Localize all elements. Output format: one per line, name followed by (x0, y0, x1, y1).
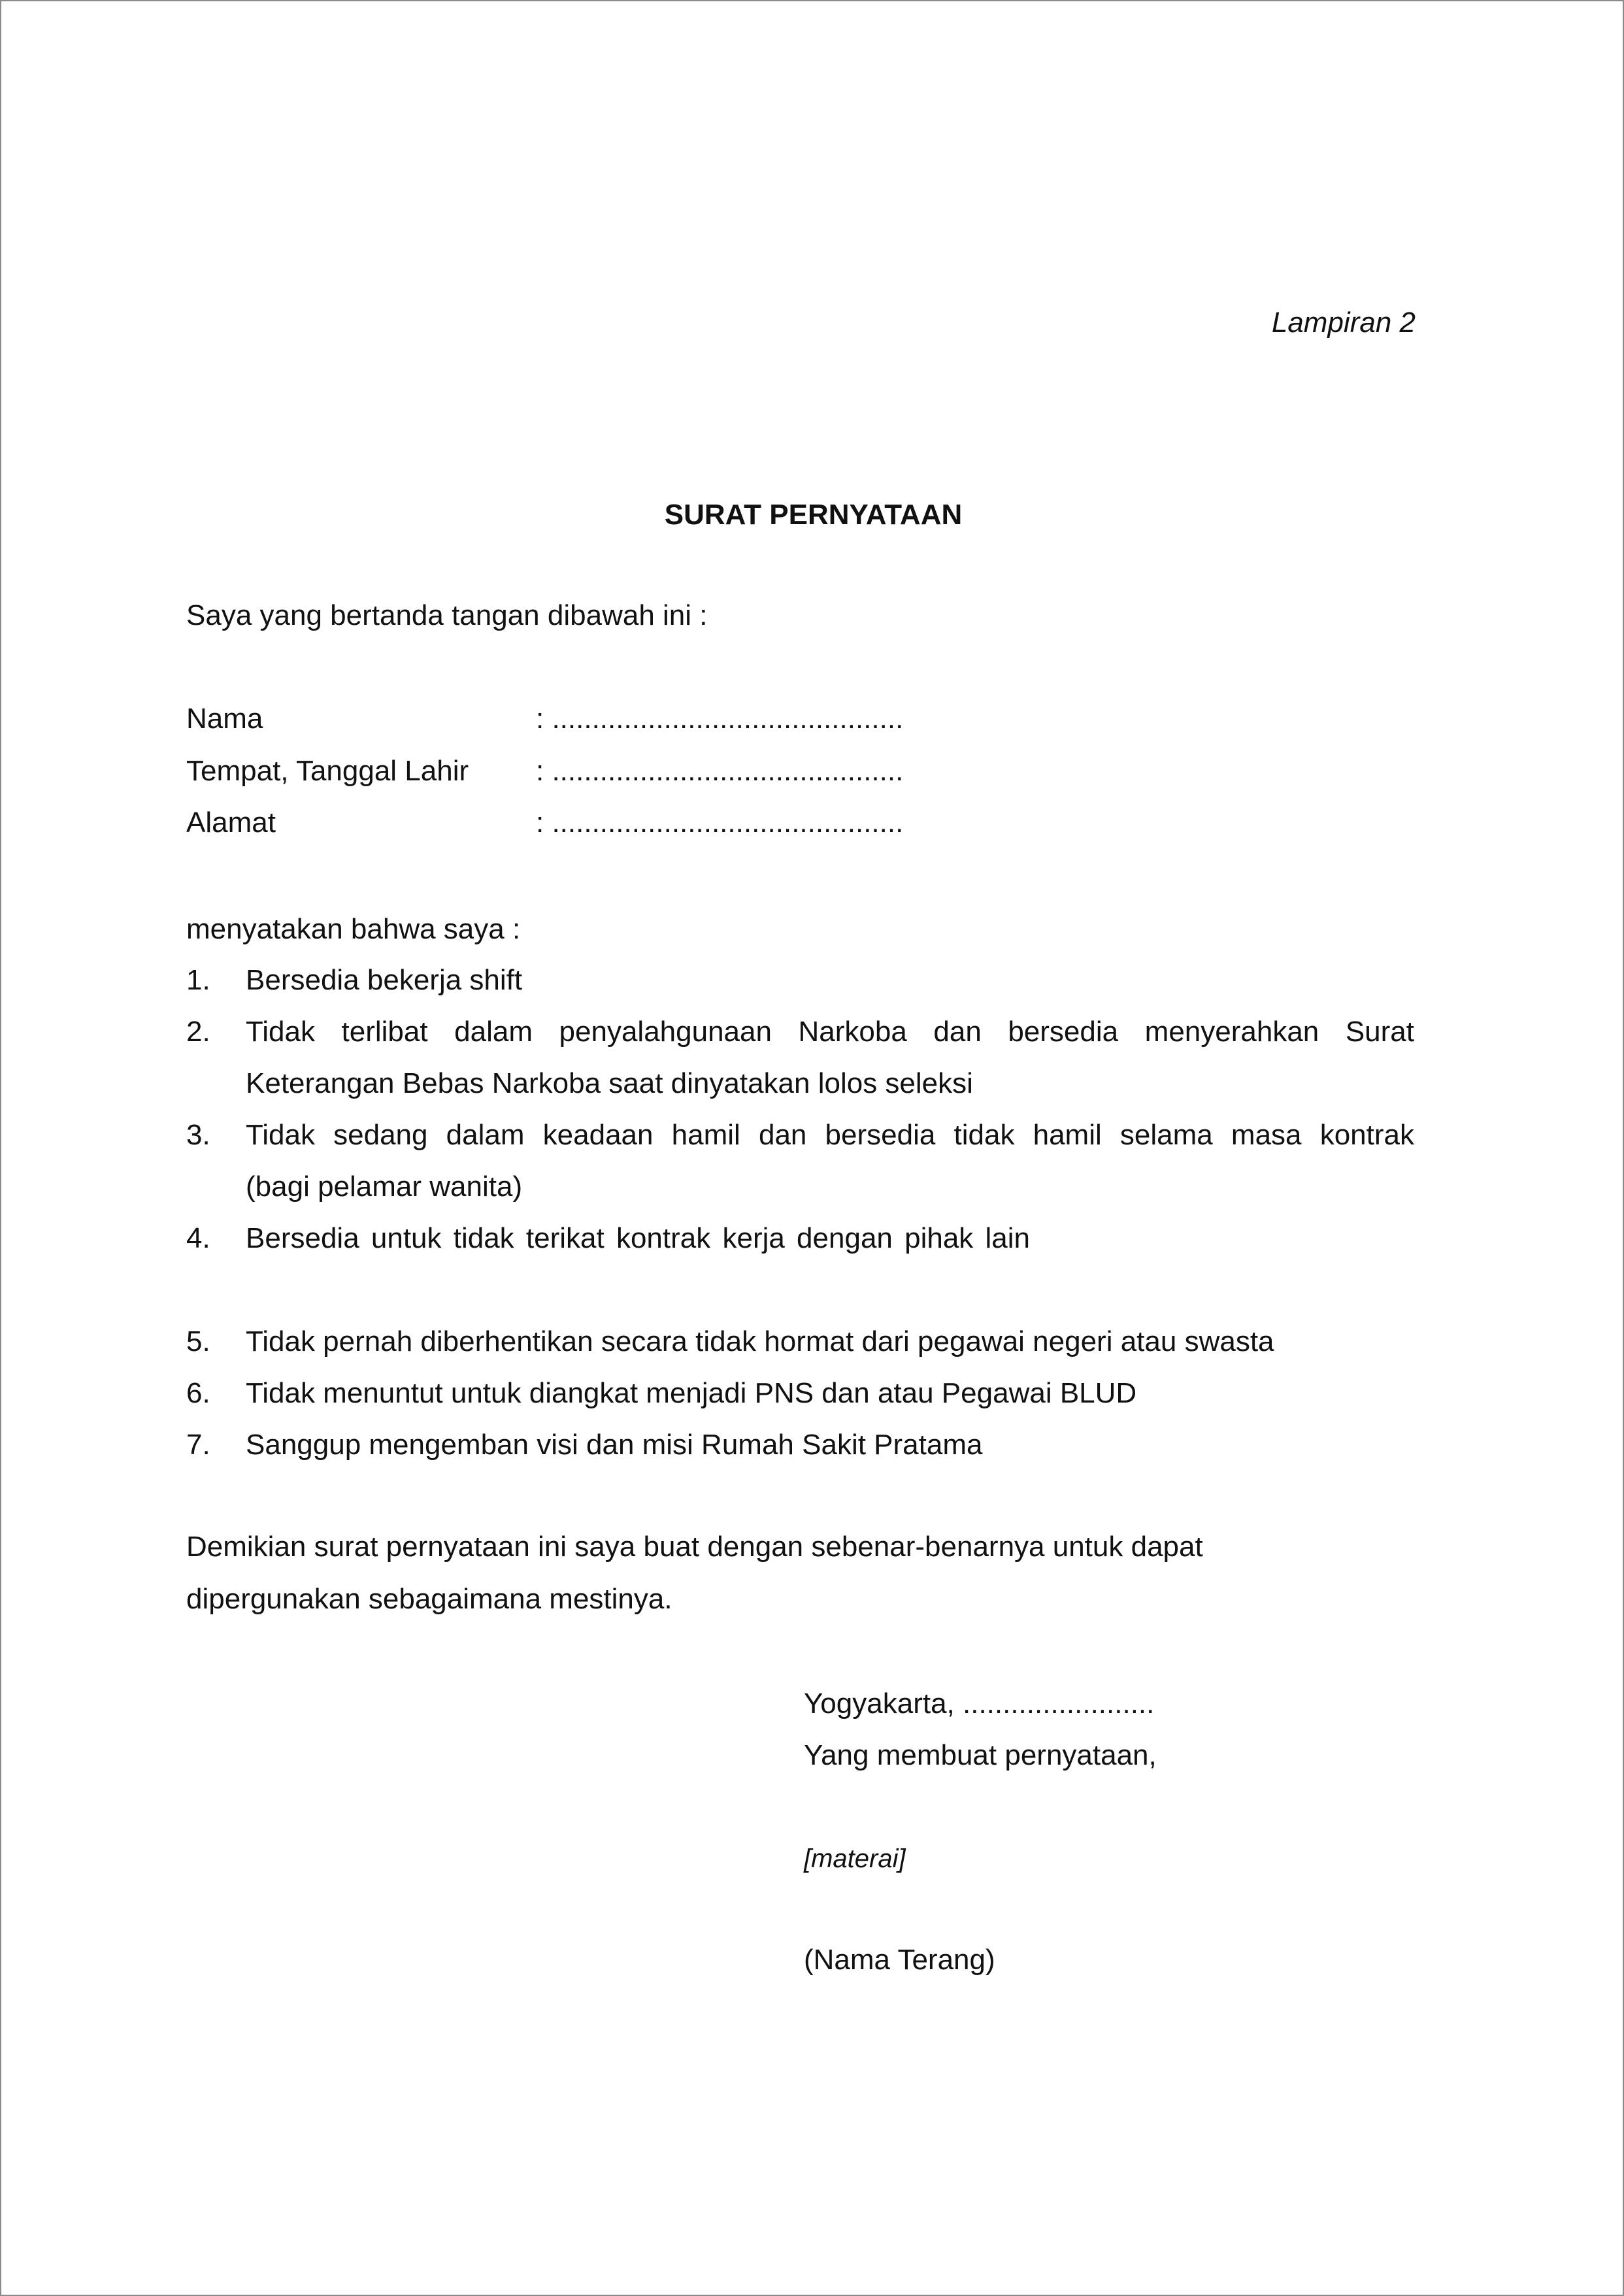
list-item-text: Tidak sedang dalam keadaan hamil dan bersedia tidak hamil selama masa kontrak (246, 1119, 1414, 1151)
list-item-text: Sanggup mengemban visi dan misi Rumah Sakit Pratama (246, 1429, 983, 1461)
signature-place-date: Yogyakarta, ........................ (804, 1688, 1155, 1720)
list-item-number: 3. (186, 1119, 210, 1151)
field-label-alamat: Alamat (186, 807, 276, 839)
appendix-label: Lampiran 2 (1271, 307, 1416, 339)
field-value-nama: : ............................................ (536, 703, 904, 735)
document-title: SURAT PERNYATAAN (664, 499, 963, 531)
list-item-number: 1. (186, 964, 210, 996)
signature-maker: Yang membuat pernyataan, (804, 1739, 1157, 1771)
list-item-text-continued: Keterangan Bebas Narkoba saat dinyatakan lolos seleksi (246, 1067, 973, 1099)
field-value-ttl: : ............................................ (536, 755, 904, 787)
statement-lead: menyatakan bahwa saya : (186, 913, 521, 945)
list-item-text: Tidak menuntut untuk diangkat menjadi PNS dan atau Pegawai BLUD (246, 1377, 1137, 1409)
stamp-placeholder: [materai] (804, 1844, 906, 1873)
list-item-number: 5. (186, 1325, 210, 1357)
closing-line-1: Demikian surat pernyataan ini saya buat dengan sebenar-benarnya untuk dapat (186, 1531, 1203, 1563)
list-item-text: Bersedia untuk tidak terikat kontrak kerja dengan pihak lain (246, 1222, 1031, 1254)
closing-line-2: dipergunakan sebagaimana mestinya. (186, 1583, 672, 1615)
list-item-text: Bersedia bekerja shift (246, 964, 523, 996)
signature-name: (Nama Terang) (804, 1944, 995, 1976)
list-item-text: Tidak terlibat dalam penyalahgunaan Narkoba dan bersedia menyerahkan Surat (246, 1016, 1414, 1048)
list-item-number: 4. (186, 1222, 210, 1254)
list-item-number: 2. (186, 1016, 210, 1048)
field-label-ttl: Tempat, Tanggal Lahir (186, 755, 469, 787)
field-value-alamat: : ............................................ (536, 807, 904, 839)
field-label-nama: Nama (186, 703, 263, 735)
list-item-number: 6. (186, 1377, 210, 1409)
intro-text: Saya yang bertanda tangan dibawah ini : (186, 599, 708, 631)
list-item-text-continued: (bagi pelamar wanita) (246, 1171, 523, 1203)
list-item-number: 7. (186, 1429, 210, 1461)
list-item-text: Tidak pernah diberhentikan secara tidak hormat dari pegawai negeri atau swasta (246, 1325, 1274, 1357)
